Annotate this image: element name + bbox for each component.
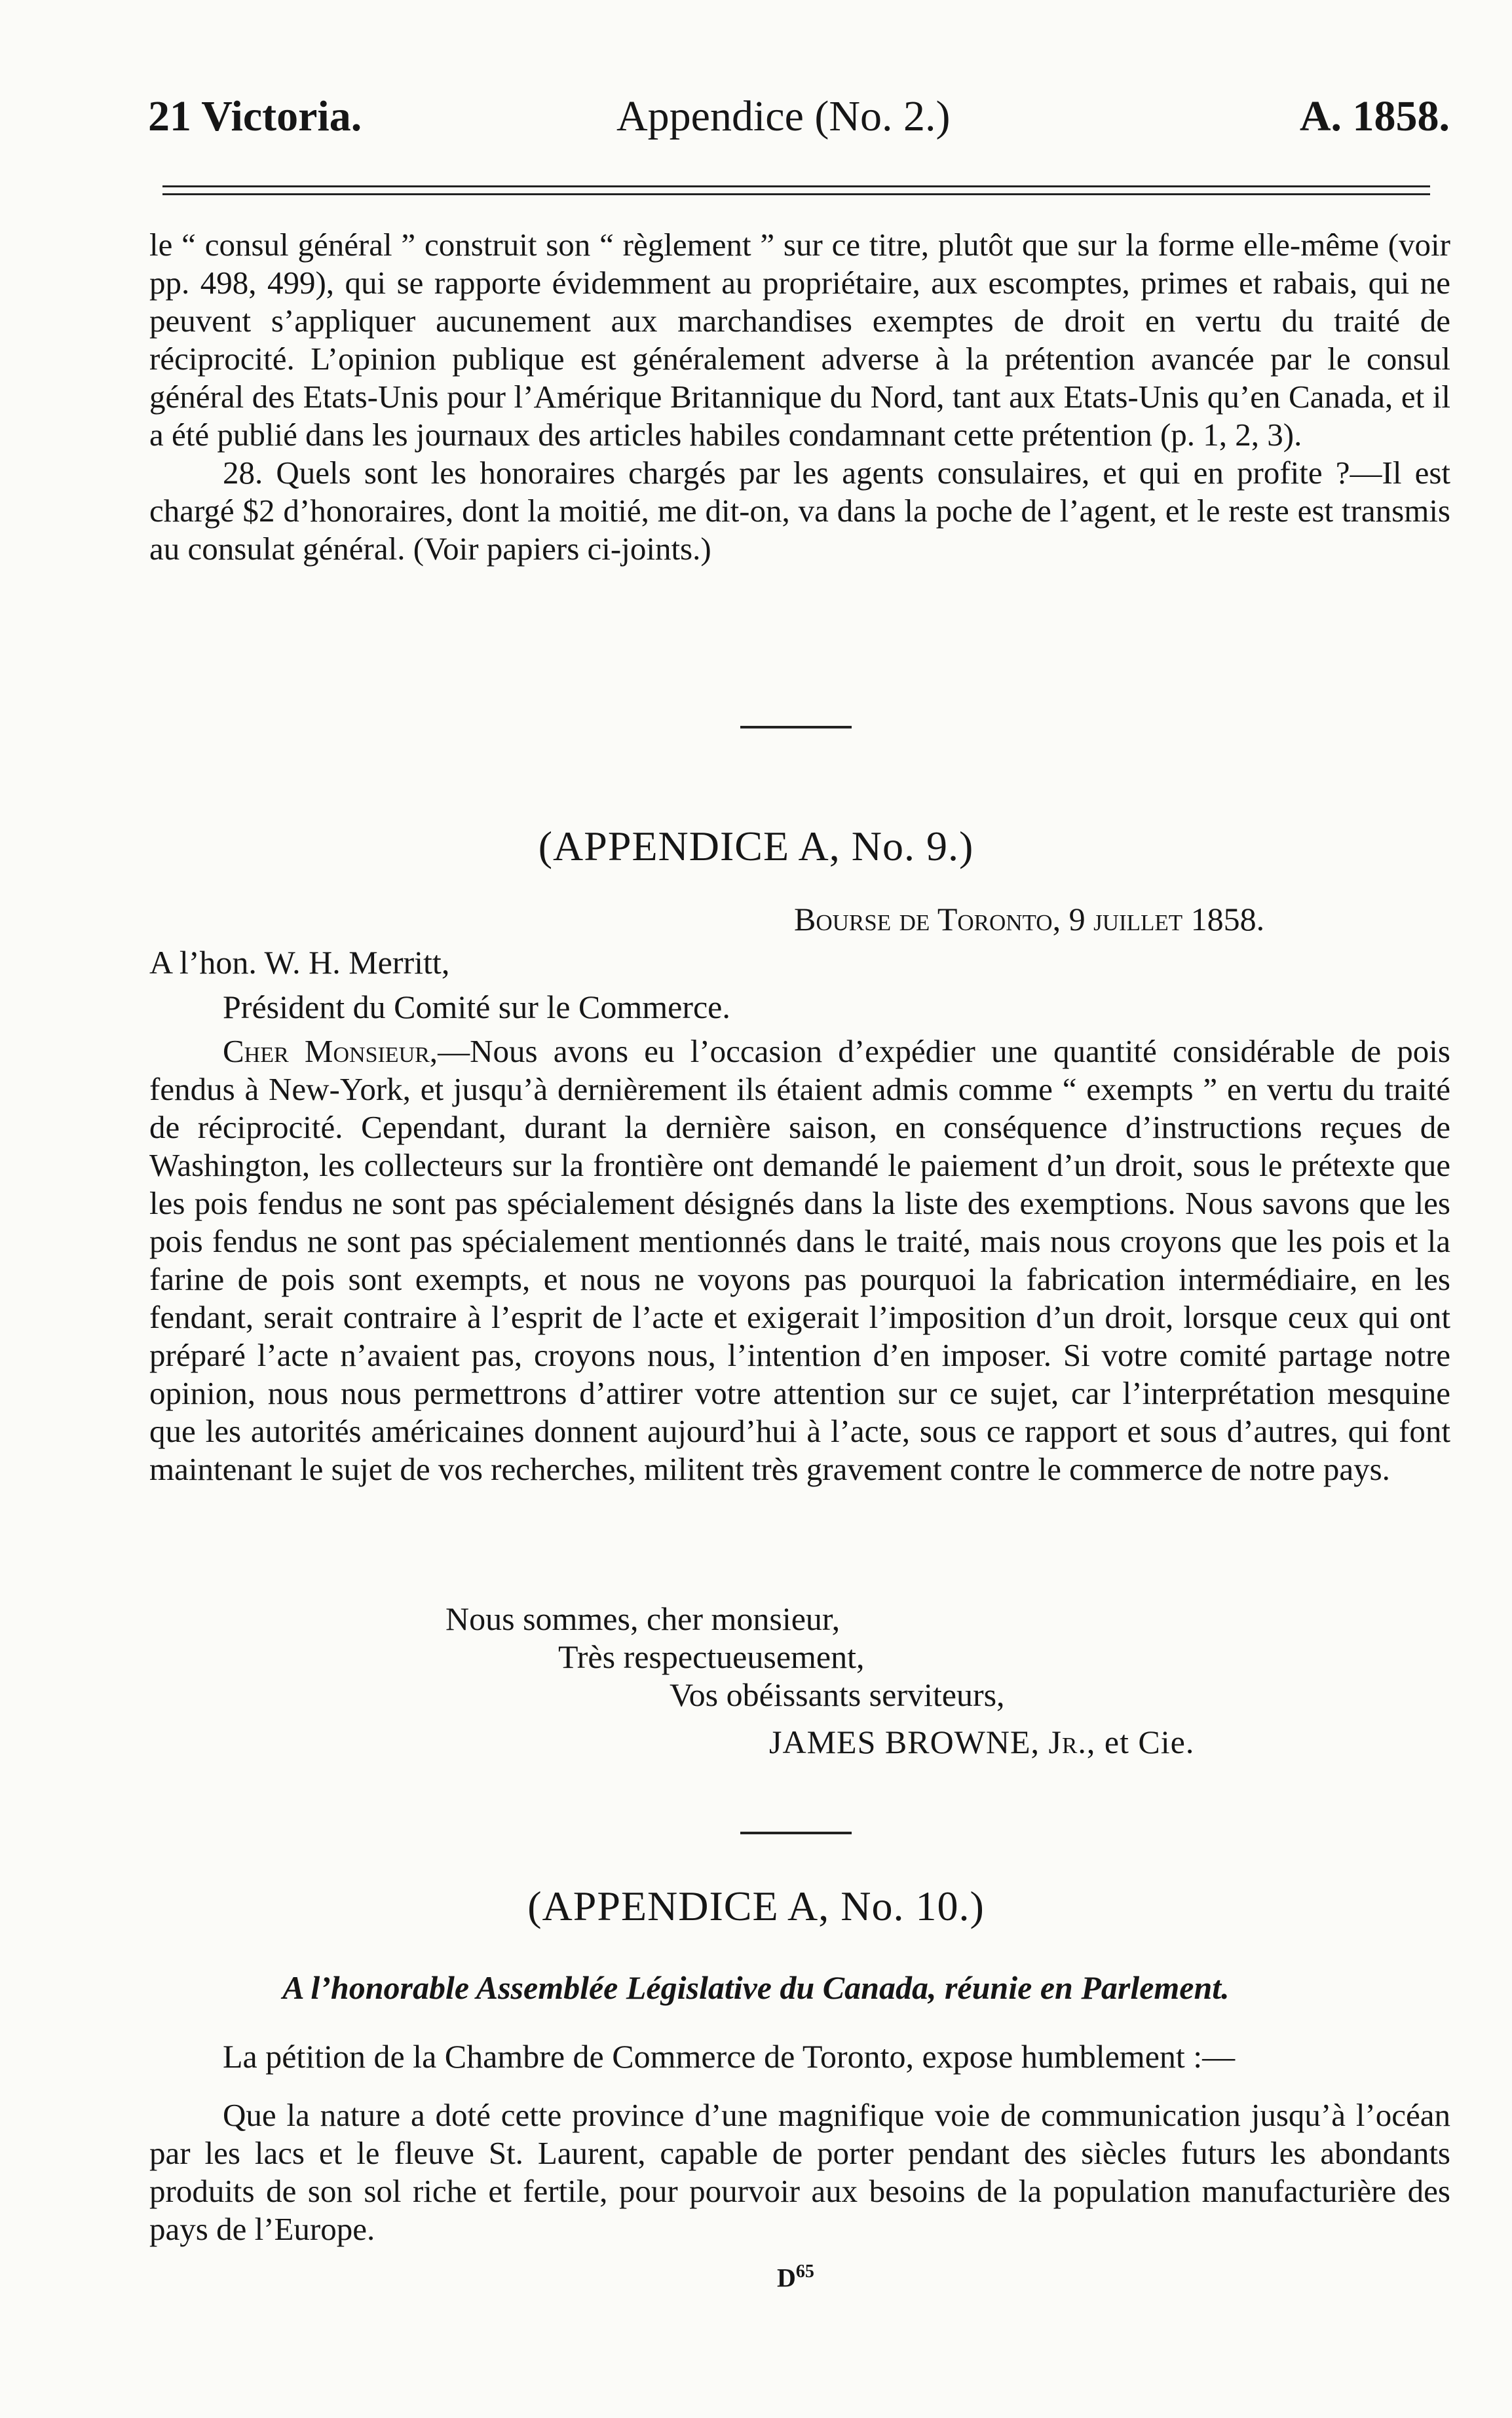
addressee-title: Président du Comité sur le Commerce.: [223, 989, 730, 1025]
closing-line-1: Nous sommes, cher monsieur,: [445, 1600, 841, 1637]
appendix-9-heading: (APPENDICE A, No. 9.): [538, 823, 974, 869]
running-header: [148, 92, 1450, 151]
petition-body: [149, 2096, 1450, 2248]
signature-suffix: Jr.: [1048, 1724, 1087, 1760]
question-28-paragraph: 28. Quels sont les honoraires chargés par les agents consulaires, et qui en profite ?—Il est chargé $2 d’honoraires, dont la moitié, me dit-on, va dans la poche de l’agent, et le reste est transmis au consulat général. (Voir papiers ci-joints.): [149, 455, 1450, 567]
page-folio: [777, 2261, 814, 2293]
intro-paragraph: le “ consul général ” construit son “ règlement ” sur ce titre, plutôt que sur la forme elle-même (voir pp. 498, 499), qui se rapporte évidemment au propriétaire, aux escomptes, primes et rabais, qui ne peuvent s’appliquer aucunement aux marchandises exemptes de droit en vertu du traité de réciprocité. L’opinion publique est généralement adverse à la prétention avancée par le consul général des Etats-Unis pour l’Amérique Britannique du Nord, tant aux Etats-Unis qu’en Canada, et il a été publié dans les journaux des articles habiles condamnant cette prétention (p. 1, 2, 3).: [149, 227, 1450, 453]
salutation: Cher Monsieur,: [223, 1033, 438, 1069]
continued-text: [149, 226, 1450, 568]
signature-name: JAMES BROWNE,: [769, 1724, 1040, 1760]
closing-line-2: Très respectueusement,: [558, 1638, 865, 1675]
petition-paragraph: Que la nature a doté cette province d’une magnifique voie de communication jusqu’à l’océan par les lacs et le fleuve St. Laurent, capable de porter pendant des siècles futurs les abondants produits de son sol riche et fertile, pour pourvoir aux besoins de la population manufacturière des pays de l’Europe.: [149, 2097, 1450, 2247]
petition-address: A l’honorable Assemblée Législative du Canada, réunie en Parlement.: [282, 1969, 1230, 2006]
header-session: 21 Victoria.: [148, 92, 362, 140]
header-year: A. 1858.: [1299, 92, 1450, 140]
letter-text: —Nous avons eu l’occasion d’expédier une quantité considérable de pois fendus à New-York, et jusqu’à dernièrement ils étaient admis comme “ exempts ” en vertu du traité de réciprocité. Cependant, durant la dernière saison, en conséquence d’instructions reçues de Washington, les collecteurs sur la frontière ont demandé le paiement d’un droit, sous le prétexte que les pois fendus ne sont pas spécialement désignés dans la liste des exemptions. Nous savons que les pois fendus ne sont pas spécialement mentionnés dans le traité, mais nous croyons que les pois et la farine de pois sont exempts, et nous ne voyons pas pourquoi la fabrication intermédiaire, en les fendant, serait contraire à l’esprit de l’acte et exigerait l’imposition d’un droit, lorsque ceux qui ont préparé l’acte n’avaient pas, croyons nous, l’intention d’en imposer. Si votre comité partage notre opinion, nous nous permettrons d’attirer votre attention sur ce sujet, car l’interprétation mesquine que les autorités américaines donnent aujourd’hui à l’acte, sous ce rapport et sous d’autres, qui font maintenant le sujet de vos recherches, militent très gravement contre le commerce de notre pays.: [149, 1033, 1450, 1487]
header-appendix: Appendice (No. 2.): [616, 92, 951, 140]
folio-number: 65: [795, 2261, 814, 2282]
section-separator: [740, 1832, 852, 1834]
section-separator: [740, 726, 852, 728]
header-double-rule: [162, 185, 1430, 195]
signature-tail: , et Cie.: [1086, 1724, 1195, 1760]
signature: [769, 1723, 1194, 1761]
addressee: A l’hon. W. H. Merritt,: [149, 944, 450, 981]
letter-body: [149, 1032, 1450, 1488]
dateline: Bourse de Toronto, 9 juillet 1858.: [794, 901, 1265, 937]
folio-letter: D: [777, 2263, 796, 2293]
closing-line-3: Vos obéissants serviteurs,: [670, 1676, 1005, 1713]
letter-paragraph: [149, 1032, 1450, 1488]
appendix-10-heading: (APPENDICE A, No. 10.): [527, 1883, 985, 1929]
petition-intro: La pétition de la Chambre de Commerce de Toronto, expose humblement :—: [223, 2038, 1236, 2075]
